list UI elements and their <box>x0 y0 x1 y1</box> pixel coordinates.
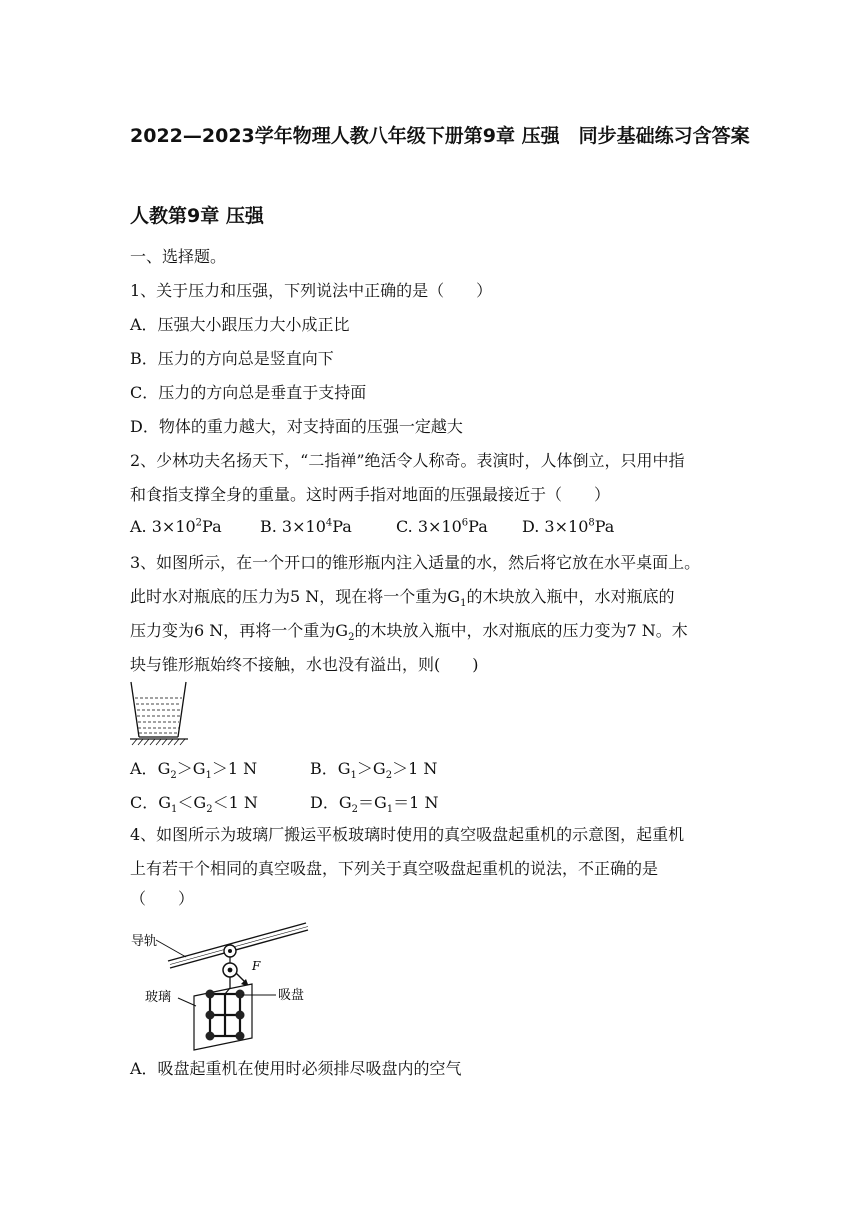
sucker-label: 吸盘 <box>278 988 305 1003</box>
q3-option-c: C．$G_1<G_2<1$ N <box>130 793 258 816</box>
rail-label: 导轨 <box>131 934 158 949</box>
q3-options-row1 <box>130 756 437 781</box>
glass-label: 玻璃 <box>145 990 172 1005</box>
q1-stem: 1、关于压力和压强，下列说法中正确的是（ ） <box>130 281 493 300</box>
section-heading: 一、选择题。 <box>130 247 227 266</box>
q2-option-d: D. $3\times 10^8Pa$ <box>522 517 615 536</box>
vacuum-crane-figure <box>128 918 318 1053</box>
q3-line3: 压力变为6 N，再将一个重为$G_2$的木块放入瓶中，水对瓶底的压力变为7 N。木 <box>130 621 688 644</box>
document-title: 2022—2023学年物理人教八年级下册第9章 压强 同步基础练习含答案 <box>130 125 750 147</box>
q2-options <box>130 517 614 536</box>
q4-line1: 4、如图所示为玻璃厂搬运平板玻璃时使用的真空吸盘起重机的示意图，起重机 <box>130 825 685 844</box>
q2-stem-line2: 和食指支撑全身的重量。这时两手指对地面的压强最接近于（ ） <box>130 485 611 504</box>
q3-option-d: D．$G_2=G_1=1$ N <box>310 793 439 816</box>
q2-option-b: B. $3\times 10^4Pa$ <box>260 517 352 536</box>
q2-option-a: A. $3\times 10^2Pa$ <box>130 517 222 536</box>
q2-option-c: C. $3\times 10^6Pa$ <box>396 517 488 536</box>
chapter-subtitle: 人教第9章 压强 <box>130 205 264 227</box>
q2-stem-line1: 2、少林功夫名扬天下，“二指禅”绝活令人称奇。表演时，人体倒立，只用中指 <box>130 451 685 470</box>
q1-option-d: D．物体的重力越大，对支持面的压强一定越大 <box>130 417 463 436</box>
q3-options-row2 <box>130 790 438 815</box>
q1-option-b: B．压力的方向总是竖直向下 <box>130 349 334 368</box>
q3-option-b: B．$G_1>G_2>1$ N <box>310 759 438 782</box>
force-label: F <box>252 959 261 973</box>
q3-line4: 块与锥形瓶始终不接触，水也没有溢出，则( ) <box>130 655 479 674</box>
q1-option-c: C．压力的方向总是垂直于支持面 <box>130 383 367 402</box>
q3-option-a: A．$G_2>G_1>1$ N <box>130 759 258 782</box>
q4-line2: 上有若干个相同的真空吸盘，下列关于真空吸盘起重机的说法，不正确的是 <box>130 859 659 878</box>
conical-flask-figure <box>128 680 192 746</box>
q3-line1: 3、如图所示，在一个开口的锥形瓶内注入适量的水，然后将它放在水平桌面上。 <box>130 553 701 572</box>
q1-option-a: A．压强大小跟压力大小成正比 <box>130 315 350 334</box>
q3-line2: 此时水对瓶底的压力为5 N，现在将一个重为$G_1$的木块放入瓶中，水对瓶底的 <box>130 587 675 610</box>
q4-line3: （ ） <box>130 889 195 908</box>
q4-option-a: A．吸盘起重机在使用时必须排尽吸盘内的空气 <box>130 1059 462 1078</box>
